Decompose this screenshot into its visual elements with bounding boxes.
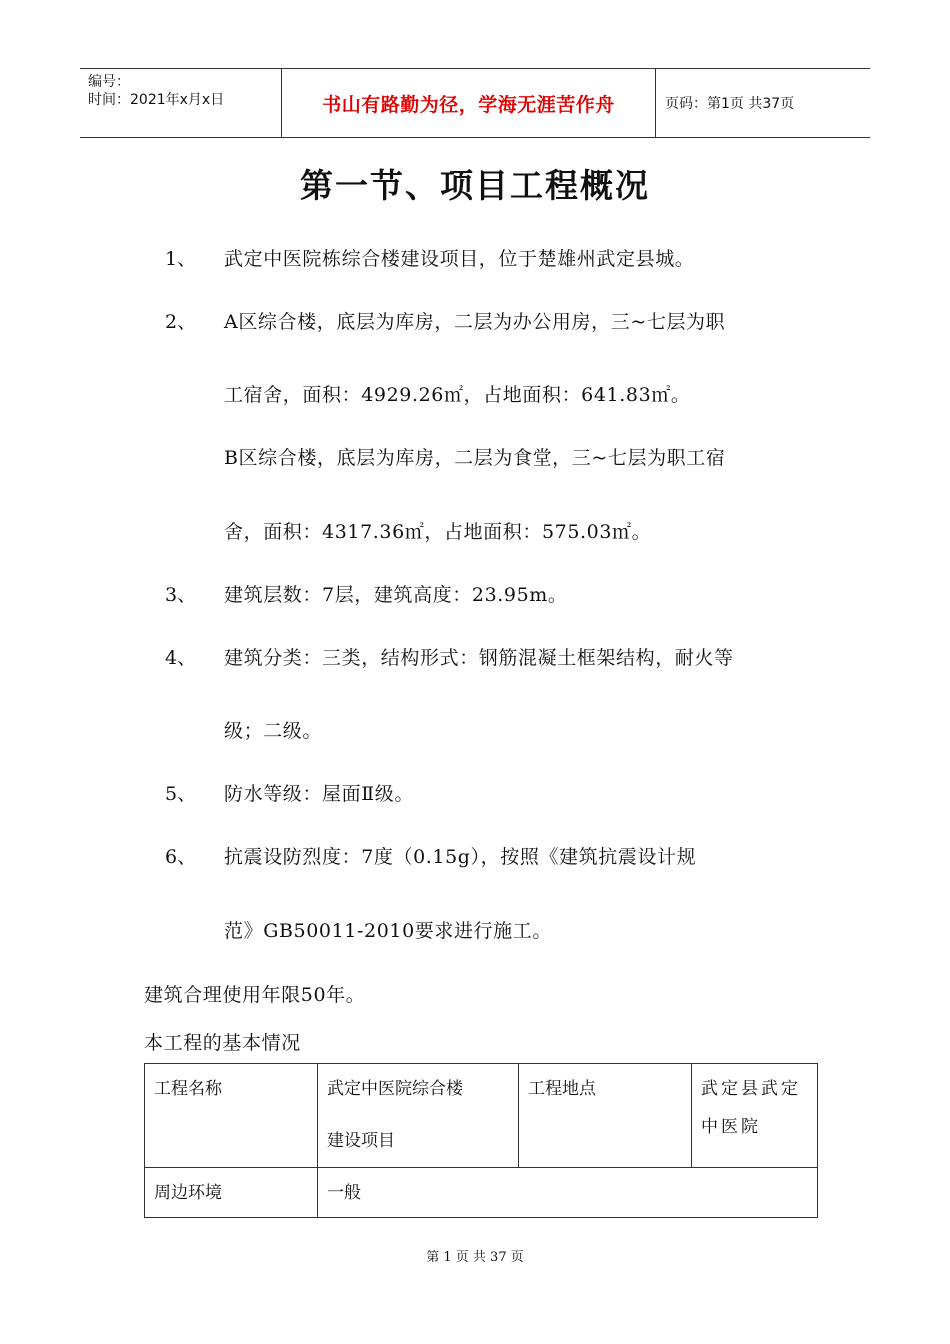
item-number: 3、 <box>165 584 197 606</box>
table-caption: 本工程的基本情况 <box>144 1032 301 1054</box>
cell-text: 中医院 <box>701 1117 761 1137</box>
header-motto: 书山有路勤为径，学海无涯苦作舟 <box>281 69 656 137</box>
header-page-info: 页码：第1页 共37页 <box>665 96 795 112</box>
number-label: 编号： <box>88 74 130 90</box>
item-number: 2、 <box>165 311 197 333</box>
service-life-text: 建筑合理使用年限50年。 <box>144 984 366 1006</box>
item-text: 防水等级：屋面Ⅱ级。 <box>224 783 414 805</box>
cell-text: 周边环境 <box>154 1183 222 1203</box>
cell-text: 一般 <box>327 1183 361 1203</box>
item-text: 工宿舍，面积：4929.26㎡，占地面积：641.83㎡。 <box>224 384 691 406</box>
page-header <box>80 68 870 138</box>
item-number: 4、 <box>165 647 197 669</box>
section-title: 第一节、项目工程概况 <box>300 166 650 205</box>
table-cell <box>519 1064 692 1168</box>
cell-text: 工程名称 <box>154 1079 222 1099</box>
item-text: 级；二级。 <box>224 720 323 742</box>
item-text: A区综合楼，底层为库房，二层为办公用房，三~七层为职 <box>224 311 726 333</box>
item-number: 6、 <box>165 846 197 868</box>
table-cell <box>145 1168 318 1218</box>
table-cell <box>318 1168 818 1218</box>
header-meta <box>80 69 281 137</box>
item-text: 武定中医院栋综合楼建设项目，位于楚雄州武定县城。 <box>224 248 695 270</box>
table-cell <box>318 1064 519 1168</box>
item-text: B区综合楼，底层为库房，二层为食堂，三~七层为职工宿 <box>224 447 726 469</box>
item-text: 抗震设防烈度：7度（0.15g），按照《建筑抗震设计规 <box>224 846 697 868</box>
table-cell <box>692 1064 818 1168</box>
item-text: 范》GB50011-2010要求进行施工。 <box>224 920 552 942</box>
project-info-table <box>144 1063 818 1218</box>
cell-text: 建设项目 <box>327 1131 395 1151</box>
table-row <box>145 1168 818 1218</box>
item-text: 舍，面积：4317.36㎡，占地面积：575.03㎡。 <box>224 521 652 543</box>
cell-text: 工程地点 <box>528 1079 596 1099</box>
table-cell <box>145 1064 318 1168</box>
item-text: 建筑分类：三类，结构形式：钢筋混凝土框架结构，耐火等 <box>224 647 734 669</box>
page-footer: 第 1 页 共 37 页 <box>426 1250 524 1265</box>
item-text: 建筑层数：7层，建筑高度：23.95m。 <box>224 584 568 606</box>
time-label: 时间：2021年x月x日 <box>88 92 225 108</box>
cell-text: 武定县武定 <box>701 1079 801 1099</box>
cell-text: 武定中医院综合楼 <box>327 1079 463 1099</box>
item-number: 1、 <box>165 248 197 270</box>
item-number: 5、 <box>165 783 197 805</box>
table-row <box>145 1064 818 1168</box>
